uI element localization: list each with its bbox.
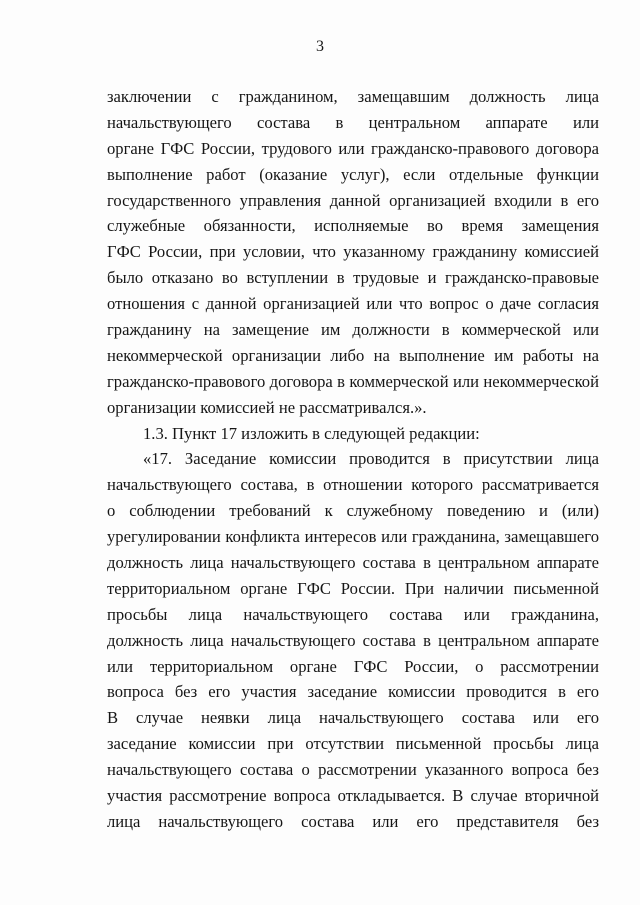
text-line: служебные обязанности, исполняемые во время замещения (107, 216, 599, 236)
text-line: начальствующего состава о рассмотрении указанного вопроса без (107, 760, 599, 780)
text-line: лица начальствующего состава или его представителя без (107, 811, 599, 831)
text-line: территориальном органе ГФС России. При наличии письменной (107, 578, 599, 598)
text-line: организации комиссией не рассматривался.». (107, 397, 427, 417)
text-line: было отказано во вступлении в трудовые и гражданско-правовые (107, 268, 599, 288)
text-line: урегулировании конфликта интересов или гражданина, замещавшего (107, 527, 599, 547)
text-line: просьбы лица начальствующего состава или гражданина, (107, 604, 599, 624)
text-line: отношения с данной организацией или что вопрос о даче согласия (107, 294, 599, 314)
text-line: вопроса без его участия заседание комиссии проводится в его (107, 682, 599, 702)
paragraph-heading: 1.3. Пункт 17 изложить в следующей редакции: (143, 423, 480, 443)
text-line: гражданину на замещение им должности в коммерческой или (107, 320, 599, 340)
document-body (107, 84, 599, 835)
text-line: гражданско-правового договора в коммерческой или некоммерческой (107, 371, 599, 391)
text-line: некоммерческой организации либо на выполнение им работы на (107, 345, 599, 365)
text-line: заключении с гражданином, замещавшим должность лица (107, 87, 599, 106)
text-line: органе ГФС России, трудового или гражданско-правового договора (107, 138, 599, 158)
text-line: о соблюдении требований к служебному поведению и (или) (107, 501, 599, 521)
text-line: должность лица начальствующего состава в центральном аппарате (107, 630, 599, 650)
text-line: государственного управления данной организацией входили в его (107, 190, 599, 210)
text-line: ГФС России, при условии, что указанному гражданину комиссией (107, 242, 599, 262)
page-number: 3 (316, 38, 324, 55)
text-line: выполнение работ (оказание услуг), если отдельные функции (107, 164, 599, 184)
text-line: «17. Заседание комиссии проводится в присутствии лица (143, 449, 599, 469)
text-line: должность лица начальствующего состава в центральном аппарате (107, 553, 599, 573)
text-line: заседание комиссии при отсутствии письменной просьбы лица (107, 734, 599, 754)
text-line: В случае неявки лица начальствующего состава или его (107, 708, 599, 728)
text-line: начальствующего состава, в отношении которого рассматривается (107, 475, 599, 495)
text-line: участия рассмотрение вопроса откладывается. В случае вторичной (107, 786, 599, 806)
text-line: начальствующего состава в центральном аппарате или (107, 112, 599, 132)
text-line: или территориальном органе ГФС России, о рассмотрении (107, 656, 599, 676)
